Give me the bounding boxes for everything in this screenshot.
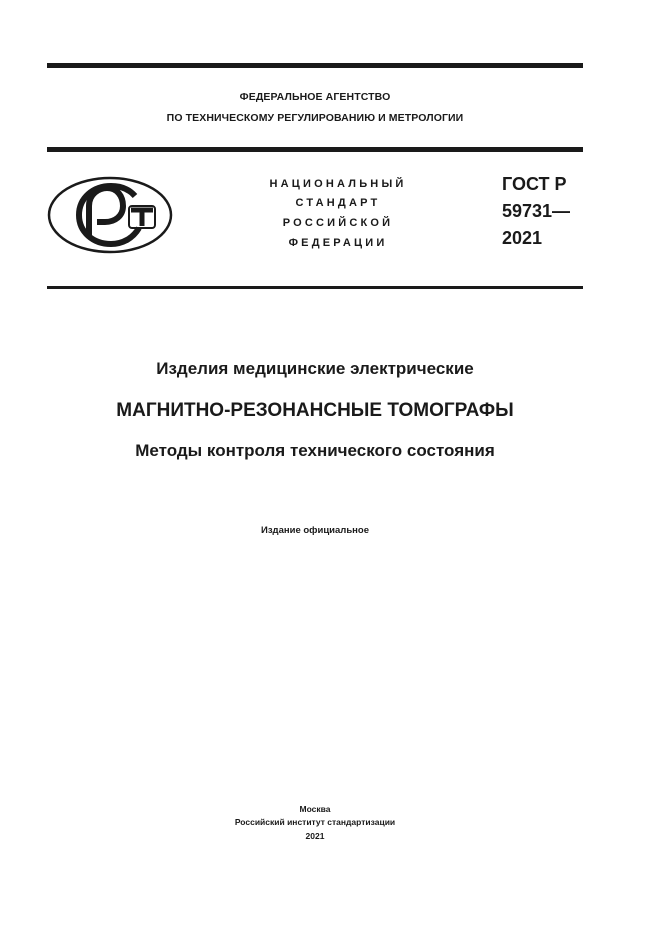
edition-label: Издание официальное bbox=[261, 525, 369, 536]
document-title-line1: Изделия медицинские электрические bbox=[156, 359, 474, 378]
standard-type-line1: НАЦИОНАЛЬНЫЙ bbox=[269, 178, 407, 190]
imprint-publisher: Российский институт стандартизации bbox=[234, 817, 396, 827]
gost-r-logo-icon bbox=[47, 176, 173, 254]
designation-line1: ГОСТ Р bbox=[502, 174, 567, 194]
document-title-line3: Методы контроля технического состояния bbox=[135, 441, 495, 460]
bottom-divider bbox=[47, 286, 583, 289]
top-divider bbox=[47, 63, 583, 68]
agency-name-line1: ФЕДЕРАЛЬНОЕ АГЕНТСТВО bbox=[239, 91, 391, 103]
standard-type-line4: ФЕДЕРАЦИИ bbox=[288, 237, 388, 249]
standard-type-line3: РОССИЙСКОЙ bbox=[282, 217, 394, 229]
document-title-line2: МАГНИТНО-РЕЗОНАНСНЫЕ ТОМОГРАФЫ bbox=[116, 400, 514, 421]
middle-divider bbox=[47, 147, 583, 152]
agency-name-line2: ПО ТЕХНИЧЕСКОМУ РЕГУЛИРОВАНИЮ И МЕТРОЛОГИИ bbox=[166, 112, 464, 124]
imprint-city: Москва bbox=[299, 804, 331, 814]
standard-type-line2: СТАНДАРТ bbox=[295, 197, 381, 209]
imprint-year: 2021 bbox=[305, 831, 325, 841]
designation-line2: 59731— bbox=[502, 201, 571, 221]
designation-line3: 2021 bbox=[502, 228, 543, 248]
